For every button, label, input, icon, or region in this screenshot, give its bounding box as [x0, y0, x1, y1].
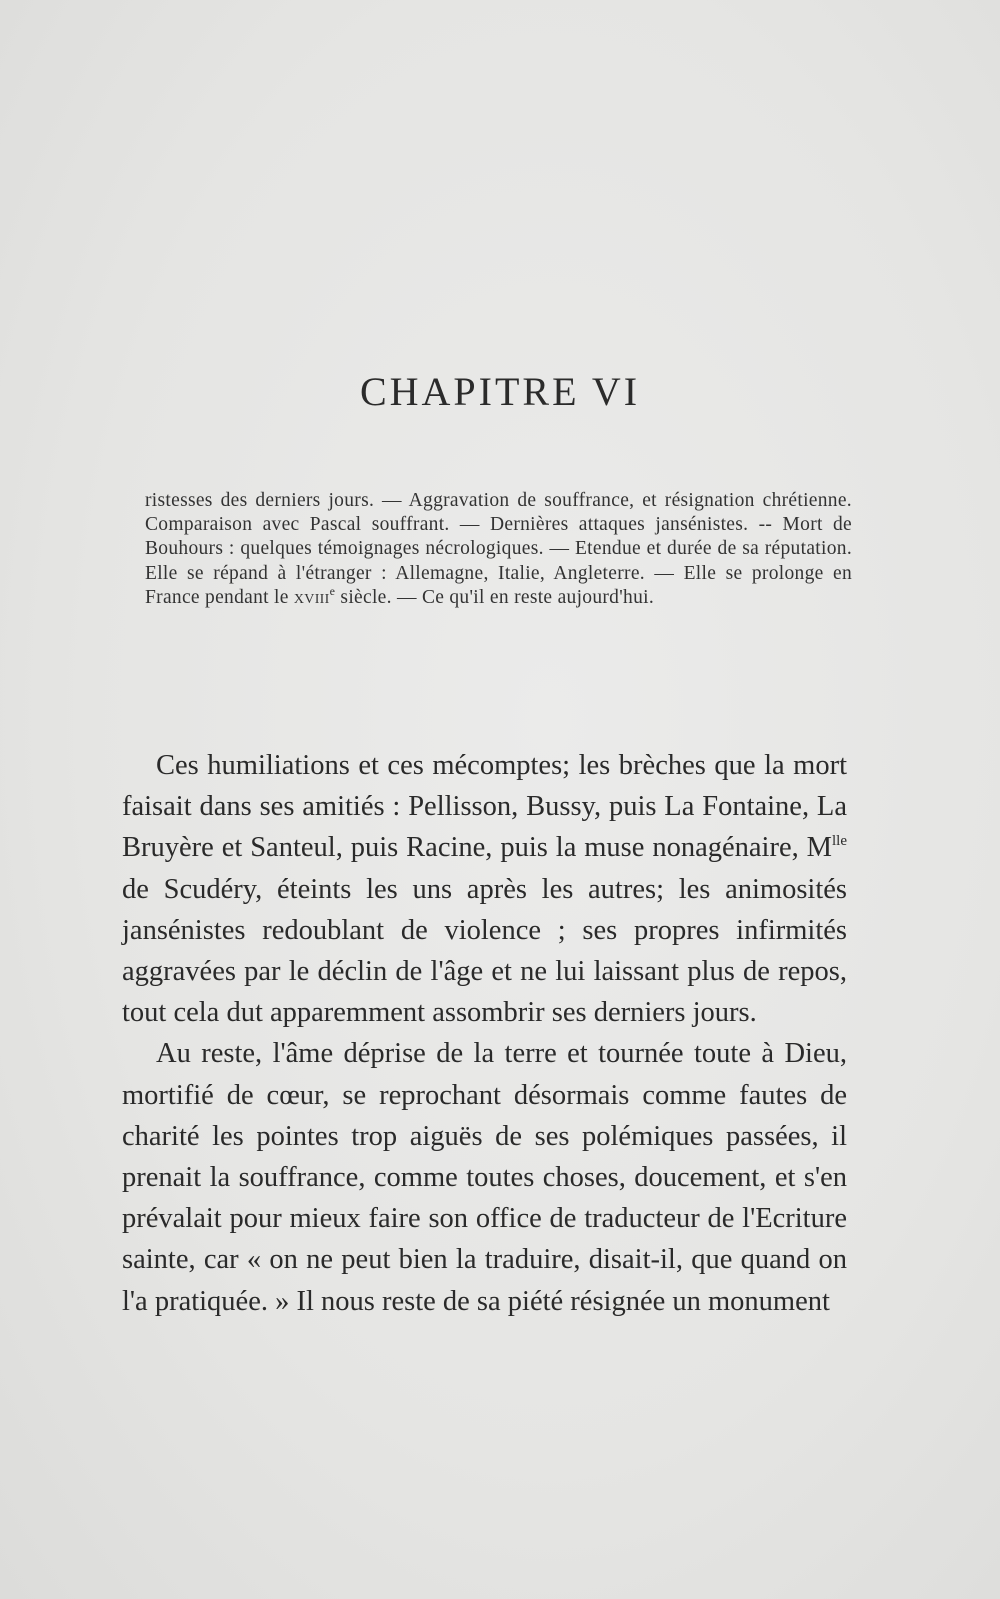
paragraph-1-text-b: de Scudéry, éteints les uns après les autres; les animosités jansénistes redoublant de violence ; ses propres infirmités aggravées par le déclin de l'âge et ne lui laissant plus de repos, tout cela dut apparemment assombrir ses derniers jours.: [122, 873, 847, 1029]
summary-text-2: siècle. — Ce qu'il en reste aujourd'hui.: [335, 586, 655, 608]
summary-century: xviii: [293, 586, 330, 608]
paragraph-1-sup: lle: [832, 833, 847, 850]
body-text: [122, 745, 847, 1322]
bleed-through-text: [120, 120, 840, 161]
paragraph-2: Au reste, l'âme déprise de la terre et tournée toute à Dieu, mortifié de cœur, se reprochant désormais comme fautes de charité les pointes trop aiguës de ses polémiques passées, il prenait la souffrance, comme toutes choses, doucement, et s'en prévalait pour mieux faire son office de traducteur de l'Ecriture sainte, car « on ne peut bien la traduire, disait-il, que quand on l'a pratiquée. » Il nous reste de sa piété résignée un monument: [122, 1038, 847, 1317]
chapter-summary: [145, 489, 852, 610]
paragraph-1: [122, 745, 847, 1033]
summary-century-sup: e: [329, 583, 336, 598]
summary-text-1: ristesses des derniers jours. — Aggravation de souffrance, et résignation chrétienne. Comparaison avec Pascal souffrant. — Dernières attaques jansénistes. -- Mort de Bouhours : quelques témoignages nécrologiques. — Etendue et durée de sa réputation. Elle se répand à l'étranger : Allemagne, Italie, Angleterre. — Elle se prolonge en France pendant le: [145, 490, 852, 608]
paragraph-1-text-a: Ces humiliations et ces mécomptes; les brèches que la mort faisait dans ses amitiés : Pellisson, Bussy, puis La Fontaine, La Bruyère et Santeul, puis Racine, puis la muse nonagénaire, M: [122, 750, 847, 864]
chapter-title: CHAPITRE VI: [359, 369, 641, 414]
